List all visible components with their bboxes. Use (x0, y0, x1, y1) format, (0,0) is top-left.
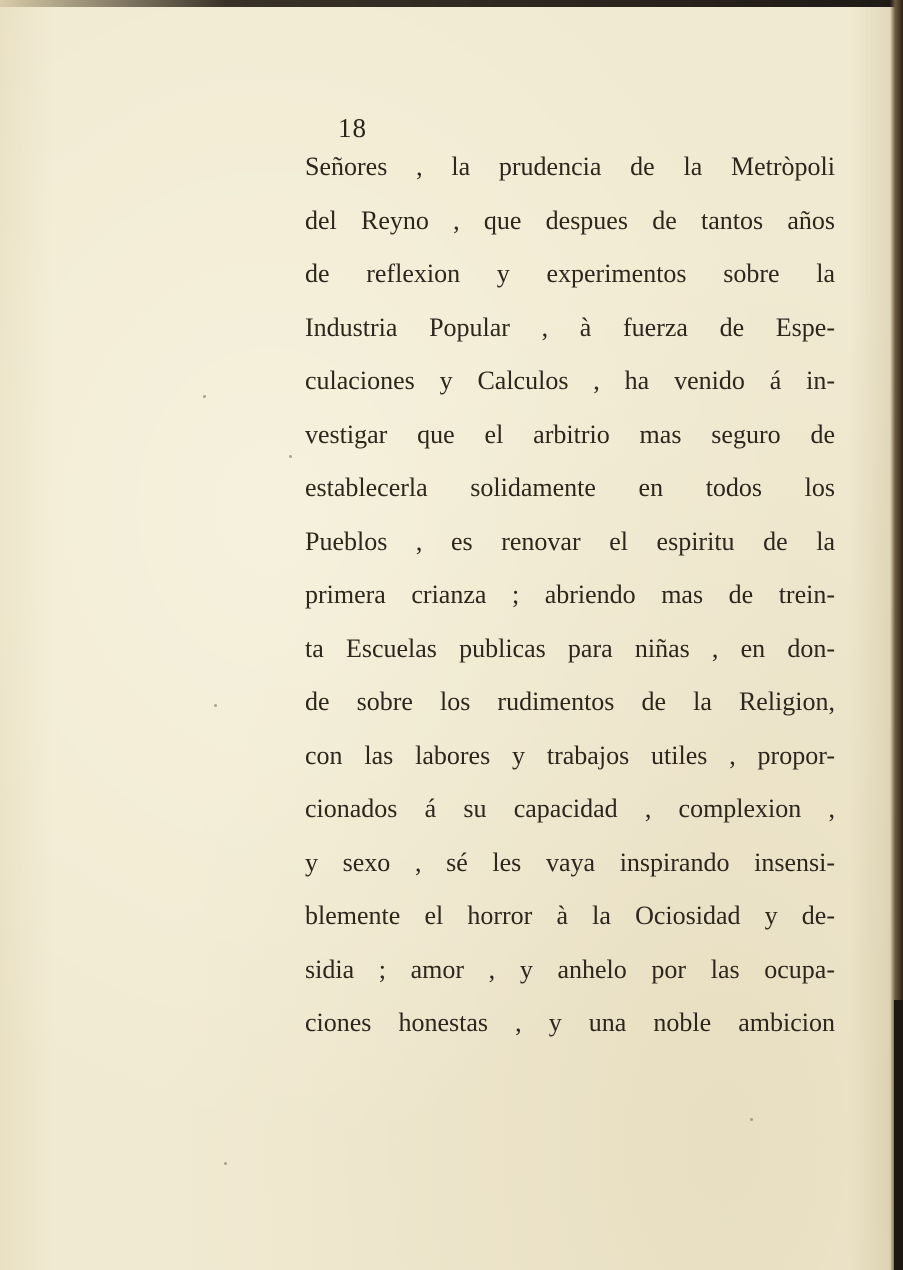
text-line: vestigar que el arbitrio mas seguro de (305, 419, 835, 449)
page-top-edge (0, 0, 903, 7)
text-line: primera crianza ; abriendo mas de trein- (305, 580, 835, 609)
text-line: Señores , la prudencia de la Metròpoli (305, 152, 835, 181)
text-line: y sexo , sé les vaya inspirando insensi- (305, 847, 835, 877)
text-line: ciones honestas , y una noble ambicion (305, 1008, 835, 1037)
text-line: establecerla solidamente en todos los (305, 473, 835, 502)
text-line: blemente el horror à la Ociosidad y de- (305, 901, 835, 930)
text-line: sidia ; amor , y anhelo por las ocupa- (305, 954, 835, 984)
text-line: de reflexion y experimentos sobre la (305, 259, 835, 288)
page-binding-shadow (894, 1000, 903, 1270)
text-line: Industria Popular , à fuerza de Espe- (305, 312, 835, 342)
text-line: Pueblos , es renovar el espiritu de la (305, 526, 835, 556)
text-line: con las labores y trabajos utiles , propor- (305, 740, 835, 770)
text-line: culaciones y Calculos , ha venido á in- (305, 366, 835, 395)
body-text (305, 140, 835, 1050)
paper-speck (214, 704, 217, 707)
text-line: de sobre los rudimentos de la Religion, (305, 687, 835, 716)
paper-speck (750, 1118, 753, 1121)
paper-speck (289, 455, 292, 458)
text-line: ta Escuelas publicas para niñas , en don- (305, 633, 835, 663)
paper-speck (203, 395, 206, 398)
paper-speck (224, 1162, 227, 1165)
text-line: del Reyno , que despues de tantos años (305, 205, 835, 235)
text-line: cionados á su capacidad , complexion , (305, 794, 835, 823)
page-number: 18 (338, 113, 367, 143)
